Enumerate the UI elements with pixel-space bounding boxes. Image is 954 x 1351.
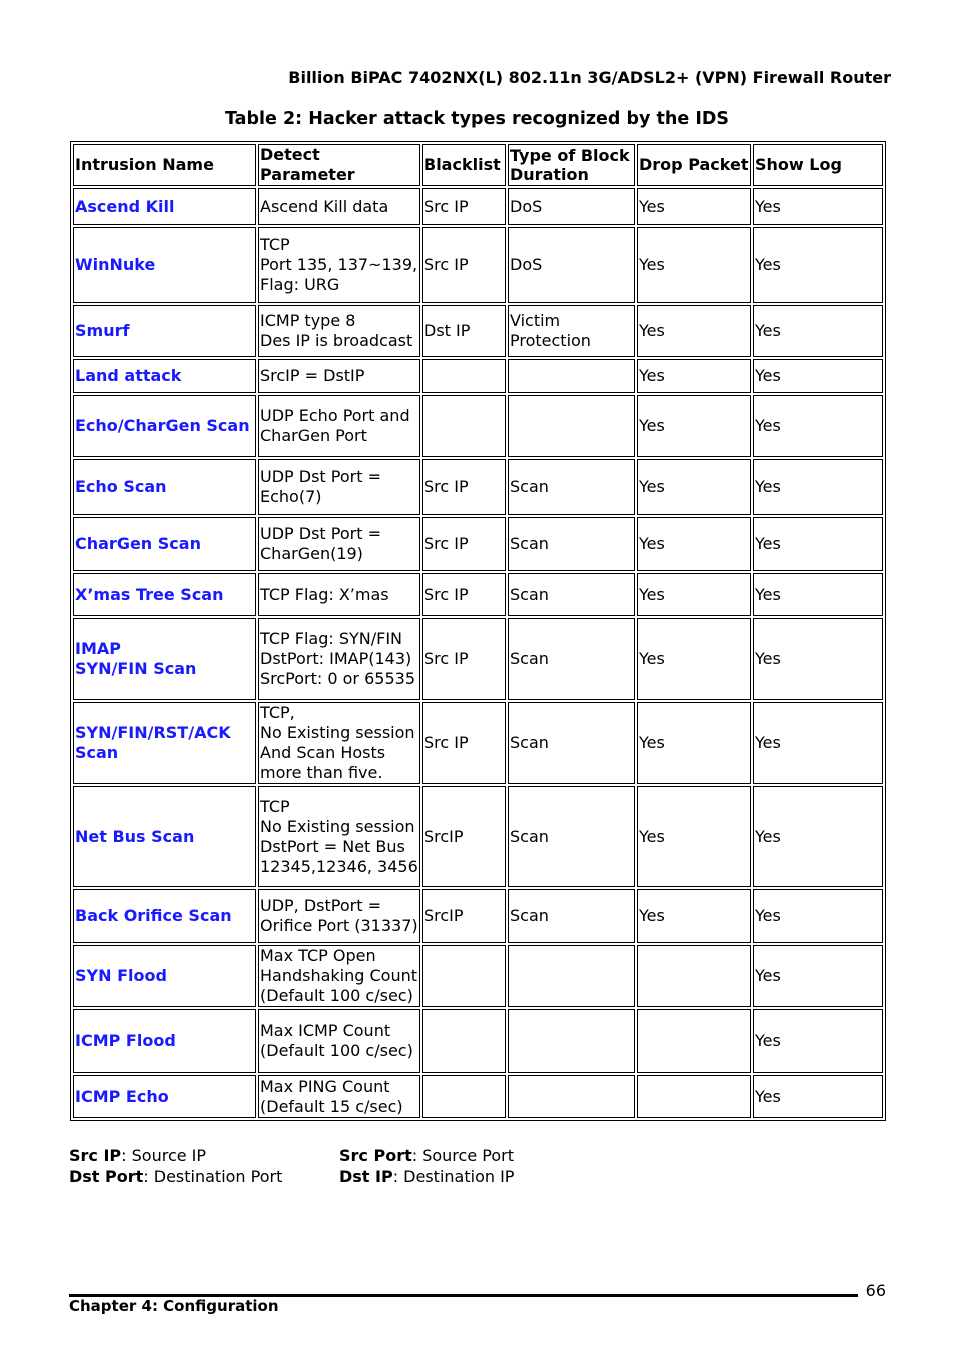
blacklist-cell: Dst IP — [422, 305, 506, 357]
legend-item — [339, 1166, 514, 1187]
blacklist-cell: Src IP — [422, 188, 506, 225]
blacklist-cell: Src IP — [422, 227, 506, 303]
table-row — [73, 889, 883, 943]
blacklist-cell — [422, 945, 506, 1007]
detect-parameter-cell: ICMP type 8 Des IP is broadcast — [258, 305, 420, 357]
drop-packet-cell: Yes — [637, 889, 751, 943]
intrusion-name-cell: ICMP Flood — [73, 1009, 256, 1073]
detect-parameter-cell: TCP No Existing session DstPort = Net Bus 12345,12346, 3456 — [258, 786, 420, 887]
table-row — [73, 786, 883, 887]
show-log-cell: Yes — [753, 188, 883, 225]
intrusion-name-cell: X’mas Tree Scan — [73, 573, 256, 616]
intrusion-name-cell: Echo/CharGen Scan — [73, 395, 256, 457]
detect-parameter-cell: Max PING Count (Default 15 c/sec) — [258, 1075, 420, 1118]
detect-parameter-cell: Ascend Kill data — [258, 188, 420, 225]
show-log-cell: Yes — [753, 227, 883, 303]
column-header: Type of Block Duration — [508, 144, 635, 186]
drop-packet-cell: Yes — [637, 188, 751, 225]
intrusion-name-cell: Smurf — [73, 305, 256, 357]
intrusion-name-cell: Ascend Kill — [73, 188, 256, 225]
drop-packet-cell — [637, 1009, 751, 1073]
intrusion-name-cell: SYN/FIN/RST/ACK Scan — [73, 702, 256, 784]
detect-parameter-cell: TCP Port 135, 137~139, Flag: URG — [258, 227, 420, 303]
blacklist-cell — [422, 359, 506, 393]
show-log-cell: Yes — [753, 889, 883, 943]
block-duration-cell: Scan — [508, 618, 635, 700]
intrusion-name-cell: Back Orifice Scan — [73, 889, 256, 943]
detect-parameter-cell: TCP Flag: SYN/FIN DstPort: IMAP(143) SrcPort: 0 or 65535 — [258, 618, 420, 700]
blacklist-cell: Src IP — [422, 517, 506, 571]
blacklist-cell: SrcIP — [422, 786, 506, 887]
block-duration-cell: DoS — [508, 188, 635, 225]
table-row — [73, 188, 883, 225]
show-log-cell: Yes — [753, 702, 883, 784]
table-row — [73, 618, 883, 700]
drop-packet-cell: Yes — [637, 618, 751, 700]
drop-packet-cell: Yes — [637, 227, 751, 303]
drop-packet-cell — [637, 945, 751, 1007]
legend-desc: : Source Port — [411, 1146, 514, 1165]
block-duration-cell — [508, 1009, 635, 1073]
show-log-cell: Yes — [753, 459, 883, 515]
column-header: Detect Parameter — [258, 144, 420, 186]
legend-item — [69, 1145, 282, 1166]
table-row — [73, 573, 883, 616]
drop-packet-cell: Yes — [637, 359, 751, 393]
blacklist-cell: Src IP — [422, 573, 506, 616]
legend-desc: : Destination Port — [143, 1167, 283, 1186]
table-caption: Table 2: Hacker attack types recognized by the IDS — [225, 109, 729, 129]
block-duration-cell: DoS — [508, 227, 635, 303]
detect-parameter-cell: SrcIP = DstIP — [258, 359, 420, 393]
show-log-cell: Yes — [753, 395, 883, 457]
intrusion-name-cell: SYN Flood — [73, 945, 256, 1007]
drop-packet-cell: Yes — [637, 395, 751, 457]
show-log-cell: Yes — [753, 517, 883, 571]
drop-packet-cell: Yes — [637, 702, 751, 784]
intrusion-name-cell: WinNuke — [73, 227, 256, 303]
block-duration-cell — [508, 359, 635, 393]
block-duration-cell: Scan — [508, 517, 635, 571]
legend-item — [339, 1145, 514, 1166]
intrusion-name-cell: Land attack — [73, 359, 256, 393]
legend-term: Src IP — [69, 1146, 122, 1165]
show-log-cell: Yes — [753, 945, 883, 1007]
intrusion-name-cell: IMAP SYN/FIN Scan — [73, 618, 256, 700]
column-header: Intrusion Name — [73, 144, 256, 186]
ids-attack-table — [70, 141, 886, 1121]
intrusion-name-cell: Echo Scan — [73, 459, 256, 515]
drop-packet-cell: Yes — [637, 786, 751, 887]
table-row — [73, 702, 883, 784]
detect-parameter-cell: Max TCP Open Handshaking Count (Default 100 c/sec) — [258, 945, 420, 1007]
table-row — [73, 359, 883, 393]
show-log-cell: Yes — [753, 573, 883, 616]
intrusion-name-cell: Net Bus Scan — [73, 786, 256, 887]
column-header: Drop Packet — [637, 144, 751, 186]
table-row — [73, 305, 883, 357]
show-log-cell: Yes — [753, 1075, 883, 1118]
intrusion-name-cell: CharGen Scan — [73, 517, 256, 571]
block-duration-cell: Victim Protection — [508, 305, 635, 357]
blacklist-cell: Src IP — [422, 702, 506, 784]
legend-desc: : Source IP — [121, 1146, 207, 1165]
block-duration-cell — [508, 1075, 635, 1118]
block-duration-cell: Scan — [508, 702, 635, 784]
block-duration-cell: Scan — [508, 573, 635, 616]
detect-parameter-cell: UDP Dst Port = CharGen(19) — [258, 517, 420, 571]
legend-term: Src Port — [339, 1146, 412, 1165]
table-row — [73, 945, 883, 1007]
table-row — [73, 517, 883, 571]
document-header-title: Billion BiPAC 7402NX(L) 802.11n 3G/ADSL2+ (VPN) Firewall Router — [288, 68, 891, 87]
table-row — [73, 459, 883, 515]
show-log-cell: Yes — [753, 359, 883, 393]
show-log-cell: Yes — [753, 786, 883, 887]
drop-packet-cell: Yes — [637, 573, 751, 616]
column-header: Blacklist — [422, 144, 506, 186]
block-duration-cell — [508, 945, 635, 1007]
drop-packet-cell: Yes — [637, 517, 751, 571]
detect-parameter-cell: TCP Flag: X’mas — [258, 573, 420, 616]
table-row — [73, 395, 883, 457]
detect-parameter-cell: TCP, No Existing session And Scan Hosts more than five. — [258, 702, 420, 784]
show-log-cell: Yes — [753, 305, 883, 357]
legend-item — [69, 1166, 282, 1187]
block-duration-cell — [508, 395, 635, 457]
drop-packet-cell: Yes — [637, 305, 751, 357]
blacklist-cell: SrcIP — [422, 889, 506, 943]
block-duration-cell: Scan — [508, 889, 635, 943]
detect-parameter-cell: Max ICMP Count (Default 100 c/sec) — [258, 1009, 420, 1073]
blacklist-cell — [422, 395, 506, 457]
detect-parameter-cell: UDP Echo Port and CharGen Port — [258, 395, 420, 457]
table-header-row — [73, 144, 883, 186]
show-log-cell: Yes — [753, 1009, 883, 1073]
block-duration-cell: Scan — [508, 459, 635, 515]
abbreviation-legend — [69, 1145, 515, 1187]
column-header: Show Log — [753, 144, 883, 186]
table-row — [73, 227, 883, 303]
chapter-label: Chapter 4: Configuration — [69, 1297, 279, 1315]
detect-parameter-cell: UDP, DstPort = Orifice Port (31337) — [258, 889, 420, 943]
legend-term: Dst Port — [69, 1167, 144, 1186]
page-number: 66 — [865, 1281, 886, 1300]
blacklist-cell: Src IP — [422, 618, 506, 700]
blacklist-cell: Src IP — [422, 459, 506, 515]
detect-parameter-cell: UDP Dst Port = Echo(7) — [258, 459, 420, 515]
block-duration-cell: Scan — [508, 786, 635, 887]
legend-term: Dst IP — [339, 1167, 393, 1186]
table-row — [73, 1009, 883, 1073]
drop-packet-cell — [637, 1075, 751, 1118]
show-log-cell: Yes — [753, 618, 883, 700]
legend-desc: : Destination IP — [392, 1167, 515, 1186]
blacklist-cell — [422, 1009, 506, 1073]
blacklist-cell — [422, 1075, 506, 1118]
drop-packet-cell: Yes — [637, 459, 751, 515]
intrusion-name-cell: ICMP Echo — [73, 1075, 256, 1118]
table-row — [73, 1075, 883, 1118]
